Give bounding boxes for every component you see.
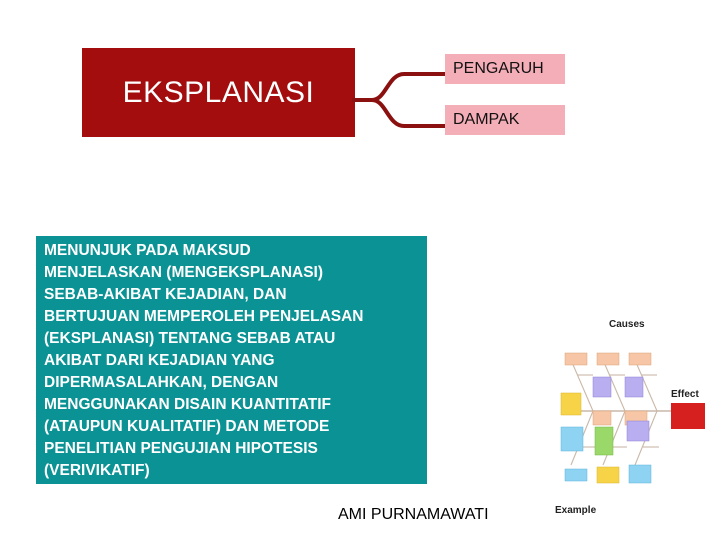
main-concept-label: EKSPLANASI	[122, 75, 315, 109]
fishbone-diagram-image	[553, 315, 708, 520]
description-box	[36, 236, 427, 484]
tag-pengaruh	[445, 54, 565, 84]
fishbone-causes-heading: Causes	[609, 319, 645, 330]
tag-dampak	[445, 105, 565, 135]
fishbone-effect-heading: Effect	[671, 389, 699, 400]
tag-dampak-label: DAMPAK	[453, 111, 520, 128]
main-concept-box	[82, 48, 355, 137]
description-text: MENUNJUK PADA MAKSUD MENJELASKAN (MENGEKSPLANASI) SEBAB-AKIBAT KEJADIAN, DAN BERTUJUAN MEMPEROLEH PENJELASAN (EKSPLANASI) TENTANG SEBAB ATAU AKIBAT DARI KEJADIAN YANG DIPERMASALAHKAN, DENGAN MENGGUNAKAN DISAIN KUANTITATIF (ATAUPUN KUALITATIF) DAN METODE PENELITIAN PENGUJIAN HIPOTESIS (VERIVIKATIF)	[44, 242, 364, 479]
bracket-connector	[352, 60, 448, 132]
tag-pengaruh-label: PENGARUH	[453, 60, 544, 77]
fishbone-example-label: Example	[555, 505, 597, 516]
author-name: AMI PURNAMAWATI	[338, 506, 489, 523]
